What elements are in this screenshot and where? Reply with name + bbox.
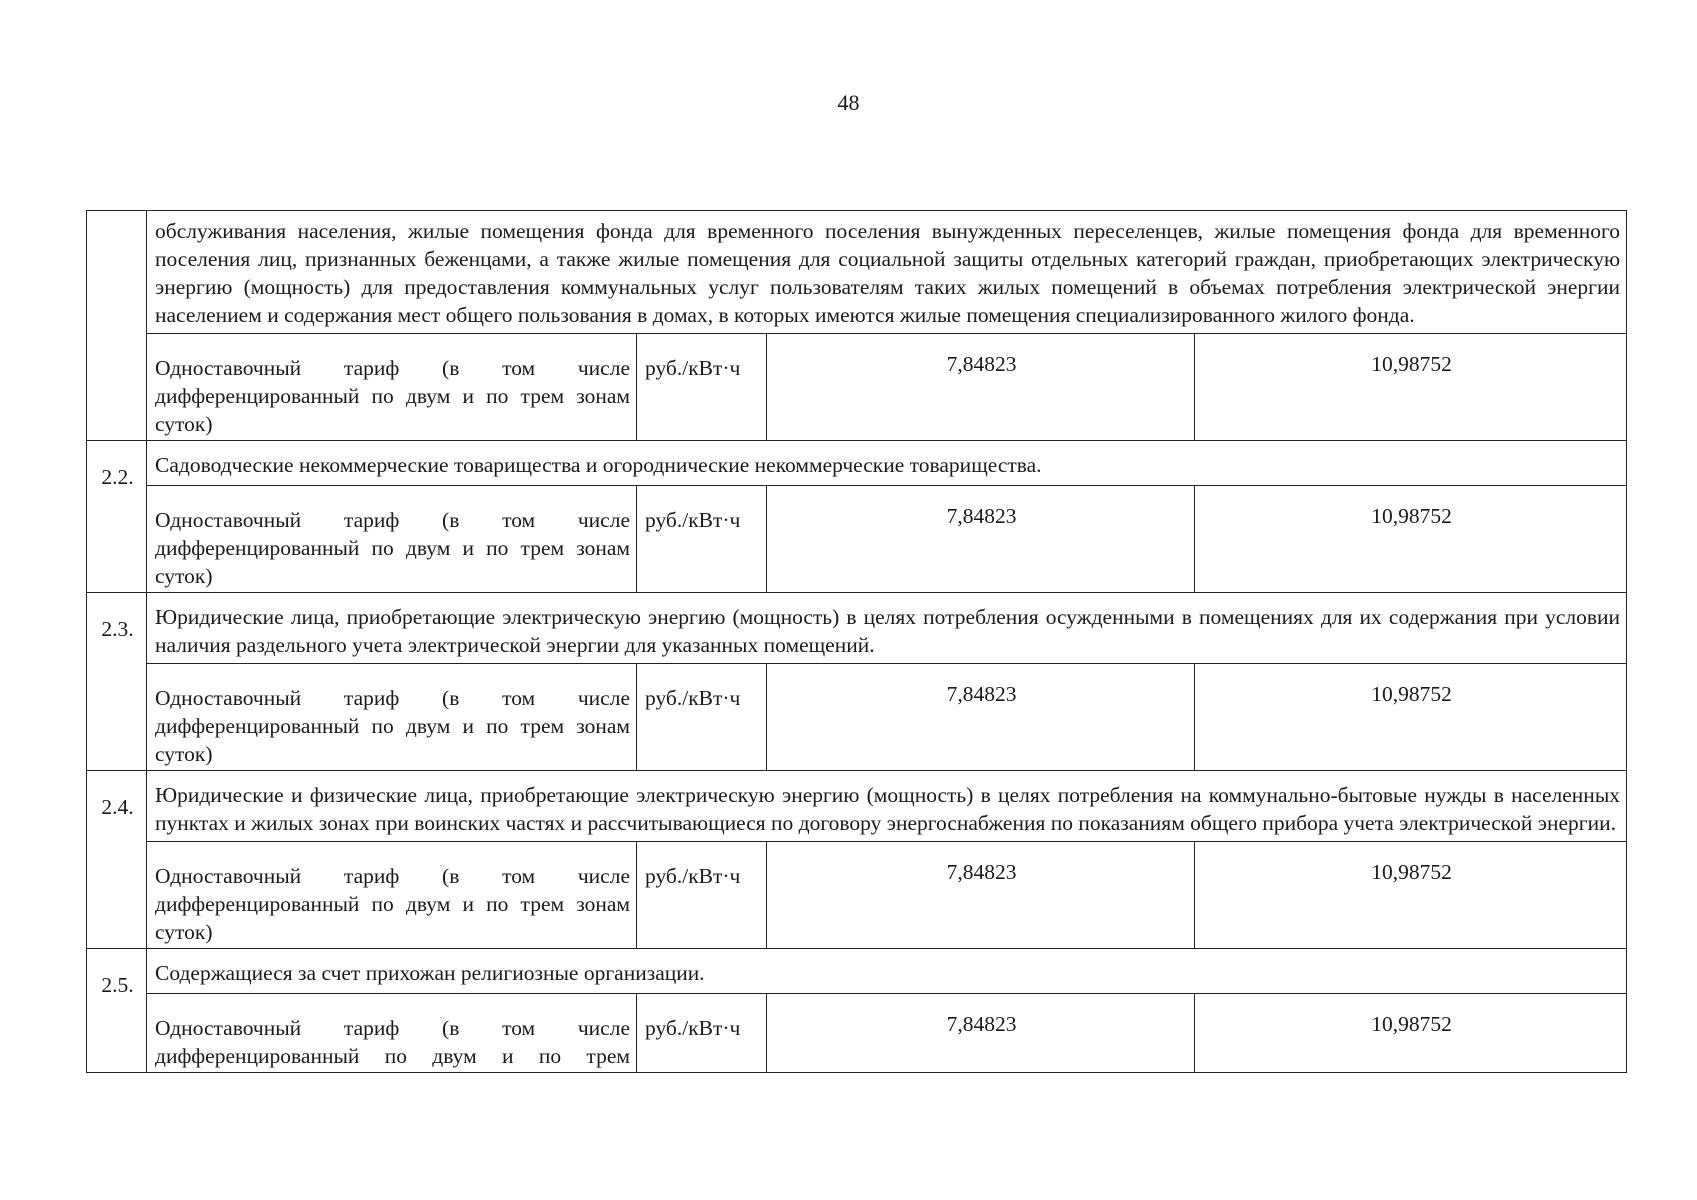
table-row bbox=[87, 211, 1627, 334]
category-description: Садоводческие некоммерческие товарищества и огороднические некоммерческие товарищества. bbox=[147, 441, 1627, 486]
table-row bbox=[87, 334, 1627, 441]
tariff-name: Одноставочный тариф (в том числе дифференцированный по двум и по трем зонам суток) bbox=[147, 842, 637, 949]
row-number: 2.4. bbox=[87, 771, 147, 949]
tariff-name: Одноставочный тариф (в том числе дифференцированный по двум и по трем зонам суток) bbox=[147, 334, 637, 441]
category-description: обслуживания населения, жилые помещения фонда для временного поселения вынужденных переселенцев, жилые помещения фонда для временного поселения лиц, признанных беженцами, а также жилые помещения для социальной защиты отдельных категорий граждан, приобретающих электрическую энергию (мощность) для предоставления коммунальных услуг пользователям таких жилых помещений в объемах потребления электрической энергии населением и содержания мест общего пользования в домах, в которых имеются жилые помещения специализированного жилого фонда. bbox=[147, 211, 1627, 334]
row-number: 2.3. bbox=[87, 593, 147, 771]
row-number bbox=[87, 211, 147, 441]
tariff-value-1: 7,84823 bbox=[767, 994, 1195, 1073]
tariff-value-1: 7,84823 bbox=[767, 664, 1195, 771]
tariff-unit: руб./кВт·ч bbox=[637, 994, 767, 1073]
table-row bbox=[87, 593, 1627, 664]
tariff-value-2: 10,98752 bbox=[1195, 486, 1627, 593]
tariff-unit: руб./кВт·ч bbox=[637, 664, 767, 771]
table-row bbox=[87, 441, 1627, 486]
tariff-value-2: 10,98752 bbox=[1195, 334, 1627, 441]
table-row bbox=[87, 842, 1627, 949]
tariff-unit: руб./кВт·ч bbox=[637, 334, 767, 441]
category-description: Юридические лица, приобретающие электрическую энергию (мощность) в целях потребления осужденными в помещениях для их содержания при условии наличия раздельного учета электрической энергии для указанных помещений. bbox=[147, 593, 1627, 664]
category-description: Юридические и физические лица, приобретающие электрическую энергию (мощность) в целях потребления на коммунально-бытовые нужды в населенных пунктах и жилых зонах при воинских частях и рассчитывающиеся по договору энергоснабжения по показаниям общего прибора учета электрической энергии. bbox=[147, 771, 1627, 842]
table-row bbox=[87, 994, 1627, 1073]
category-description: Содержащиеся за счет прихожан религиозные организации. bbox=[147, 949, 1627, 994]
tariff-unit: руб./кВт·ч bbox=[637, 842, 767, 949]
tariff-value-1: 7,84823 bbox=[767, 842, 1195, 949]
table-row bbox=[87, 486, 1627, 593]
tariff-value-2: 10,98752 bbox=[1195, 842, 1627, 949]
tariff-value-2: 10,98752 bbox=[1195, 664, 1627, 771]
tariff-value-2: 10,98752 bbox=[1195, 994, 1627, 1073]
tariff-unit: руб./кВт·ч bbox=[637, 486, 767, 593]
row-number: 2.5. bbox=[87, 949, 147, 1073]
table-row bbox=[87, 771, 1627, 842]
table-row bbox=[87, 664, 1627, 771]
tariff-value-1: 7,84823 bbox=[767, 486, 1195, 593]
page-number: 48 bbox=[837, 90, 860, 115]
tariff-table bbox=[86, 210, 1626, 1073]
tariff-value-1: 7,84823 bbox=[767, 334, 1195, 441]
table-row bbox=[87, 949, 1627, 994]
row-number: 2.2. bbox=[87, 441, 147, 593]
tariff-name: Одноставочный тариф (в том числе дифференцированный по двум и по трем зонам суток) bbox=[147, 664, 637, 771]
tariff-name: Одноставочный тариф (в том числе дифференцированный по двум и по трем bbox=[147, 994, 637, 1073]
tariff-name: Одноставочный тариф (в том числе дифференцированный по двум и по трем зонам суток) bbox=[147, 486, 637, 593]
